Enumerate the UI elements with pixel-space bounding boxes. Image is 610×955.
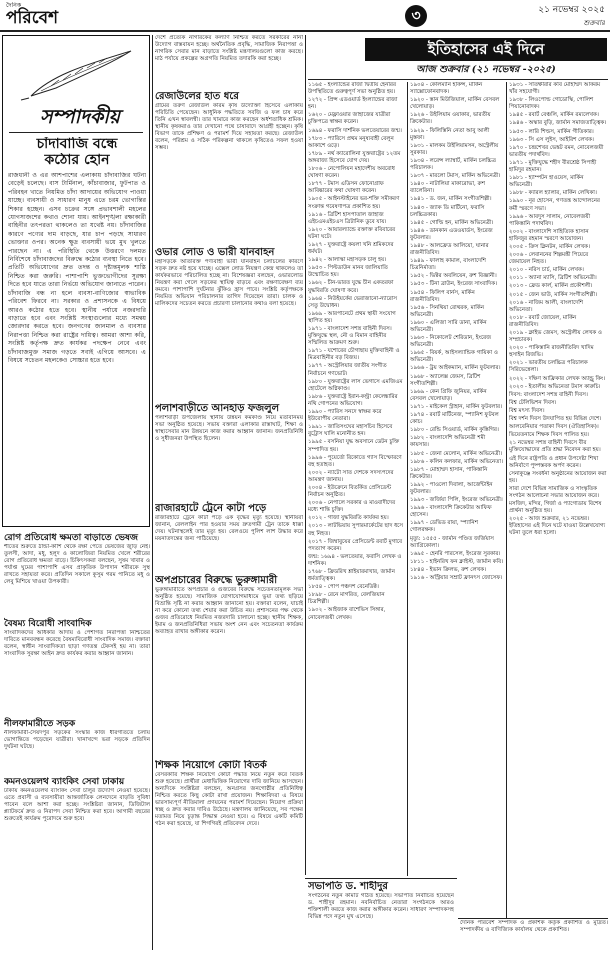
history-item: ১৯৯৬ - আবদুস সালাম, নোবেলজয়ী পাকিস্তানি পদার্থবিদ। (509, 213, 591, 227)
history-item: ১৬৯৪ - ফরাসি দার্শনিক ভলতেয়ারের জন্ম। (308, 127, 402, 134)
history-item: ১৯৯৭ - ডেভিড রায়া, স্প্যানিশ গোলরক্ষক। (410, 520, 478, 534)
history-item: ১৯৫৩ - টিনা ব্রাউন, ইংরেজ সাংবাদিক। (410, 281, 498, 288)
history-item: ১৯৪৫ - গোল্ডি হন, মার্কিন অভিনেত্রী। (410, 219, 494, 226)
history-item: ১৯৩৭ - মারলো টমাস, মার্কিন অভিনেত্রী। (410, 173, 501, 180)
history-item: বিশ্ব টেলিভিশন দিবস। (509, 399, 557, 406)
history-item: ১৯৪১ - ড. জন, মার্কিন সংগীতশিল্পী। (410, 196, 492, 203)
history-item: ১৯৬৫ - বিয়র্ক, আইসল্যান্ডিক গায়িকা ও অভিনেত্রী। (410, 350, 498, 364)
middle-article-body: রাজারহাটে ট্রেনে কাটা পড়ে এক বৃদ্ধের মৃত্যু হয়েছে। স্থানীয়রা জানান, রেললাইন পার হওয়ার সময় দ্রুতগামী ট্রেন তাকে ধাক্কা দেয়। ঘটনাস্থলেই তার মৃত্যু হয়। রেলওয়ে পুলিশ লাশ উদ্ধার করে ময়নাতদন্তের জন্য পাঠিয়েছে। (155, 515, 303, 542)
history-item: ১৯৪৮ - আলফ্রেড আলিয়ো, ঘানার রাজনীতিবিদ। (410, 242, 489, 257)
history-item: ১৯১৬ - ব্রিটিশ হাসপাতাল জাহাজ এইচএমএইচএস ব্রিটানিক ডুবে যায়। (308, 211, 387, 225)
history-item: ১৯৭৪ - রবার্ট মার্টিনেজ, স্প্যানিশ ফুটবল কোচ। (410, 412, 499, 426)
history-item: ১৯৭১ - মাইকেল স্ট্রাহান, মার্কিন ফুটবলার। (410, 403, 502, 410)
history-item: ১৯৩১ - সাতক্ষীরার কবি মোহাম্মদ আকরম খাঁর সহযোগী। (509, 82, 601, 96)
history-item: ১৮৫৪ - পোপ পঞ্চদশ বেনেডিক্ট। (308, 584, 379, 591)
history-item: ১৬২০ - মেফ্লাওয়ার জাহাজের যাত্রীরা চুক্তিপত্রে স্বাক্ষর করেন। (308, 112, 391, 126)
history-item: ১৯৩১ - মালকম উইলিয়ামসন, অস্ট্রেলীয় সুরকার। (410, 142, 499, 156)
history-item: ২০১৯ - ক্লাইভ জেমস, অস্ট্রেলীয় লেখক ও সম্প্রচারক। (509, 330, 602, 344)
history-item: ১৯০২ - আইজাক বাশেভিস সিঙ্গার, নোবেলজয়ী লেখক। (308, 607, 386, 621)
left-article-title: নীলফামারীতে সড়ক (4, 719, 76, 729)
history-item: ১৯৯৬ - বাংলাদেশি ক্রিকেটার আফিফ হোসেন। (410, 505, 492, 519)
history-item: ১৯৮০ - রেন্ডি সিওয়ার্ড, মার্কিন কুস্তিগির। (410, 427, 499, 434)
footer-note: দৈনিক পরিবেশ সম্পাদক ও প্রকাশক কর্তৃক প্রকাশিত ও মুদ্রিত। সম্পাদকীয় ও বাণিজ্যিক কার্যালয় থেকে প্রকাশিত। (460, 920, 608, 933)
history-item: ১৯৬৬ - ট্রয় আইকম্যান, মার্কিন ফুটবলার। (410, 365, 501, 372)
history-item: ২০০৬ - লেবাননের শিল্পমন্ত্রী পিয়েরে জেমায়েল নিহত। (509, 252, 589, 266)
history-col-1 (308, 82, 405, 876)
history-item: ২০২০ - পাকিস্তানি রাজনীতিবিদ খাদিম হুসাইন রিজভি। (509, 345, 594, 359)
editorial-headline-2: কঠোর হোন (44, 153, 110, 167)
history-item: ১৭৮৯ - নর্থ ক্যারোলিনা যুক্তরাষ্ট্রের ১২তম অঙ্গরাজ্য হিসেবে যোগ দেয়। (308, 150, 401, 164)
middle-article-title: রাজারহাটে ট্রেনে কাটা পড়ে (155, 503, 267, 514)
history-item: ২১ নভেম্বর সশস্ত্র বাহিনী দিবসে বীর মুক্তিযোদ্ধাদের প্রতি শ্রদ্ধা নিবেদন করা হয়। (509, 440, 601, 454)
column-rule-1 (152, 35, 153, 950)
history-item: ১৮৯৮ - রেনে মাগরিত, বেলজিয়ান চিত্রশিল্পী। (308, 592, 385, 606)
history-item: ১৯৫৩ - লারি শিল্ডস, মার্কিন গীতিকার। (509, 128, 594, 135)
left-article-body: সাংবাদিকদের অধিকার আদায় ও পেশাগত নিরাপত্তা নিশ্চিতের দাবিতে মানববন্ধন করেছে বৈষম্যবিরোধী সাংবাদিক সমাজ। বক্তারা বলেন, স্বাধীন সাংবাদিকতা ছাড়া গণতন্ত্র টেকসই হয় না। তারা সাংবাদিক সুরক্ষা আইন দ্রুত কার্যকর করার আহ্বান জানান। (4, 630, 150, 657)
history-item: ২০১৬ - নাজিম আলী, বাংলাদেশি অভিনেতা। (509, 299, 584, 313)
history-item: ১৯৬৩ - নিকোলেট শেরিডান, ইংরেজ অভিনেত্রী। (410, 335, 492, 349)
history-item: ১২৭২ - প্রিন্স এডওয়ার্ড ইংল্যান্ডের রাজা হন। (308, 97, 398, 111)
history-item: ১৯৬০ - এলিজা সারি ডানা, মার্কিন অভিনেত্রী। (410, 319, 487, 333)
history-item: ১৯৮২ - বাংলাদেশি অভিনেত্রী শমী কায়সার। (410, 435, 486, 449)
history-item: ১৭৮৩ - প্যারিসে প্রথম মনুষ্যবাহী বেলুন আকাশে ওড়ে। (308, 135, 394, 149)
brand-name: পরিবেশ (6, 8, 59, 28)
history-item: ১৮৪৪ - ইভান ক্রিলভ, রুশ লেখক। (410, 566, 487, 573)
history-item: ১৯৩৪ - লরেন্স ল্যাম্বার্ট, মার্কিন চলচ্চিত্র পরিচালক। (410, 157, 496, 172)
history-item: ১৯৬৩ - সি এস লুইস, আইরিশ লেখক। (509, 136, 594, 143)
history-item: ১৯২০ - আয়ারল্যান্ডে রক্তাক্ত রবিবারের ঘটনা ঘটে। (308, 226, 396, 240)
history-item: ১৮৭৭ - টমাস এডিসন ফোনোগ্রাফ আবিষ্কারের কথা ঘোষণা করেন। (308, 181, 384, 195)
history-col-2 (410, 82, 504, 918)
history-item: ২০১৭ - জিম্বাবুয়ের প্রেসিডেন্ট রবার্ট মুগাবে পদত্যাগ করেন। (308, 538, 403, 552)
history-item: ১৯৫৬ - সিনথিয়া রোথরক, মার্কিন অভিনেত্রী। (410, 304, 484, 318)
history-item: বিশ্ব মৎস্য দিবস। (509, 407, 545, 414)
history-item: ১৯২৬ - উইলিয়াম ওয়াকার, ভারতীয় ক্রিকেটার। (410, 112, 491, 126)
left-article-title: রোগ প্রতিরোধ ক্ষমতা বাড়াতে ভেষজ (4, 533, 138, 543)
history-item: ১৯৪২ - আলাস্কা মহাসড়ক চালু হয়। (308, 257, 387, 264)
quota-article-title: শিক্ষক নিয়োগে কোটা বিতর্ক (155, 760, 267, 771)
history-item: বিশ্ব দর্শন দিবস উদযাপিত হয় বিভিন্ন দেশে। (509, 416, 602, 423)
history-item: ১৬৯৫ - হেনরি পারসেল, ইংরেজ সুরকার। (410, 550, 501, 557)
middle-article-title: অপপ্রচারের বিরুদ্ধে ভুরুঙ্গামারী (155, 575, 278, 586)
middle-article-body: ভুরুঙ্গামারীতে অপপ্রচার ও গুজবের বিরুদ্ধে সচেতনতামূলক সভা অনুষ্ঠিত হয়েছে। সামাজিক যোগাযোগমাধ্যমে ভুয়া তথ্য ছড়িয়ে বিভ্রান্তি সৃষ্টি না করার আহ্বান জানানো হয়। বক্তারা বলেন, যাচাই না করে কোনো তথ্য শেয়ার করা উচিত নয়। প্রশাসনের পক্ষ থেকে গুজব প্রতিরোধে নিয়মিত নজরদারি চালানো হচ্ছে। স্থানীয় শিক্ষক, ইমাম ও জনপ্রতিনিধিরা সভায় অংশ নেন এবং সচেতনতা কার্যক্রম অব্যাহত রাখার অঙ্গীকার করেন। (155, 587, 303, 635)
history-item: ১৯৯০ - প্যারিস সনদে স্বাক্ষর করে ইউরোপীয় নেতারা। (308, 409, 382, 423)
left-articles (4, 532, 150, 952)
history-item: ১৯২৯ - ফিলিস্তিনি নেতা আবু আলী মুস্তফা। (410, 127, 490, 141)
history-col-3 (509, 82, 607, 918)
history-item: ১৯২০ - স্তান মিউজিয়াল, মার্কিন বেসবল খেলোয়াড়। (410, 97, 500, 111)
masthead-rule (0, 30, 610, 32)
left-article-title: বৈষম্য বিরোধী সাংবাদিক (4, 619, 92, 629)
history-item: ১৯৩৮ - লিওপোল্ড গোডোস্কি, পোলিশ পিয়ানোবাদক। (509, 97, 594, 111)
history-item: ১৯৯৫ - বসনিয়া যুদ্ধ অবসানে ডেটন চুক্তি সম্পাদিত হয়। (308, 439, 400, 453)
history-item: ২০২৫ - আজ শুক্রবার, ২১ নভেম্বর। ইতিহাসের এই দিনে ঘটে যাওয়া উল্লেখযোগ্য ঘটনা তুলে ধরা হলো। (509, 516, 606, 537)
quill-illustration-icon (11, 46, 141, 101)
column-rule-3 (407, 82, 408, 876)
history-item: ২০১৩ - ফ্রেড কার্ল, মার্কিন প্রকৌশলী। (509, 283, 593, 290)
history-item: ১৯৯১ - জাতিসংঘের মহাসচিব হিসেবে বুট্রোস ঘালি মনোনীত হন। (308, 424, 393, 438)
history-item: মসজিদ, মন্দির, গির্জা ও প্যাগোডায় বিশেষ প্রার্থনা অনুষ্ঠিত হয়। (509, 501, 602, 515)
history-item: ২০১২ - গাজা যুদ্ধবিরতি কার্যকর হয়। (308, 515, 389, 522)
history-item: ২০১১ - অ্যানা ম্যাসি, ব্রিটিশ অভিনেত্রী। (509, 275, 597, 282)
history-item: ১৯৮৫ - জেনা মেলোন, মার্কিন অভিনেত্রী। (410, 450, 502, 457)
history-item: ১৯৮১ - হ্যাম্পটন হাওয়েস, মার্কিন অভিনেত্রী। (509, 175, 584, 189)
history-item: ২০০৪ - ইউক্রেনে বিতর্কিত প্রেসিডেন্ট নির্বাচন অনুষ্ঠিত। (308, 484, 392, 499)
history-subtitle: আজ শুক্রবার (২১ নভেম্বর -২০২৫) (416, 64, 556, 75)
history-item: ২০১৩ - লাটভিয়ায় সুপারমার্কেটের ছাদ ধসে বহু নিহত। (308, 523, 404, 537)
president-article-title: সভাপতি ড. শাহীদুর (308, 881, 388, 892)
history-item: ১৯৪৯ - ফালাহ কামাল, বাংলাদেশি চিত্রনির্মাতা। (410, 258, 486, 272)
history-item: ১৯৪৬ - ডানকান এডওয়ার্ডস, ইংরেজ ফুটবলার। (410, 227, 493, 241)
history-item: ১৯৮০ - যুক্তরাষ্ট্রের লাস ভেগাসে এমজিএম হোটেলে অগ্নিকাণ্ড। (308, 378, 403, 392)
middle-intro: দেশে প্রত্যেক নাগরিকের কল্যাণ নিশ্চিত করতে সরকারের নানা উদ্যোগ বাস্তবায়ন হচ্ছে। অর্থনৈতিক প্রবৃদ্ধি, সামাজিক নিরাপত্তা ও নাগরিক সেবার মান বাড়াতে সংশ্লিষ্ট মন্ত্রণালয়গুলো কাজ করছে। মাঠ পর্যায়ে প্রকল্পের অগ্রগতি নিয়মিত তদারকি করা হচ্ছে। (155, 35, 303, 62)
history-item: ১৮০৬ - নেপোলিয়ন মহাদেশীয় অবরোধ ঘোষণা করেন। (308, 166, 395, 180)
history-item: ২০২৩ - ইতালীয় অভিনেতা টমাস কারুচি। (509, 383, 601, 390)
history-item: ২০০২ - ন্যাটো সাত দেশকে সদস্যপদের আমন্ত্রণ জানায়। (308, 469, 394, 483)
history-item: ১৯৬৪ - নিউইয়র্কের ভেরাজানো-ন্যারোস সেতু উদ্বোধন। (308, 295, 398, 309)
editorial-label-rule (9, 132, 143, 133)
history-item: ১৯৪০ - নাটালিয়া মাকারোভা, রুশ ব্যালেরিনা। (410, 181, 485, 195)
president-article-body: সংগঠনের নতুন কমিটি গঠিত হয়েছে। সভাপতি নির্বাচিত হয়েছেন ড. শাহীদুর রহমান। নবনির্বাচিত নেতারা সংগঠনকে আরও শক্তিশালী করতে কাজ করার অঙ্গীকার করেন। সাধারণ সম্পাদকসহ বিভিন্ন পদে নতুন মুখ এসেছে। (308, 893, 454, 920)
history-item: ১৯৮৬ - যুক্তরাষ্ট্রে ইরান-কন্ট্রা কেলেঙ্কারির নথি গোপনের অভিযোগ। (308, 393, 398, 407)
history-item: ১৯৮৭ - মোহাম্মদ হাসান, পাকিস্তানি ক্রিকেটার। (410, 466, 488, 480)
history-item: ১৯৭০ - চন্দ্রশেখর ভেঙ্কট রমন, নোবেলজয়ী ভারতীয় পদার্থবিদ। (509, 144, 604, 158)
history-item: ১৯৯০ - নূর হোসেন, গণতন্ত্র আন্দোলনের কর্মী স্মরণে সভা। (509, 198, 600, 212)
middle-article-body: গ্রামের তরুণ রেজাউল করিম কৃষি উদ্যোক্তা হিসেবে এলাকায় পরিচিতি পেয়েছেন। আধুনিক পদ্ধতিতে সবজি ও ফল চাষ করে তিনি এখন স্বাবলম্বী। তার খামারে কাজ করছেন অর্ধশতাধিক শ্রমিক। স্থানীয় কৃষকরাও তার দেখানো পথে চাষাবাদে আগ্রহী হচ্ছেন। কৃষি বিভাগ তাকে প্রশিক্ষণ ও পরামর্শ দিয়ে সহায়তা করছে। রেজাউল বলেন, পরিশ্রম ও সঠিক পরিকল্পনা থাকলে কৃষিতেও সফল হওয়া সম্ভব। (155, 103, 303, 151)
history-item: ১৯৬২ - চীন-ভারত যুদ্ধে চীন একতরফা যুদ্ধবিরতি ঘোষণা করে। (308, 280, 394, 294)
footer-rule (458, 918, 608, 919)
history-item: ১৯৮৬ - কলিন কলফার, মার্কিন অভিনেতা। (410, 458, 503, 465)
editorial-label: সম্পাদকীয় (40, 106, 120, 128)
history-item: দিবস: বাংলাদেশ সশস্ত্র বাহিনী দিবস। (509, 391, 588, 398)
history-item: ১৯৬৯ - আরপানেটে প্রথম স্থায়ী সংযোগ স্থাপিত হয়। (308, 310, 396, 324)
history-item: ১৯৪৫ - রবার্ট বেঞ্চলি, মার্কিন রম্যলেখক। (509, 112, 599, 119)
history-item: ১৯৭৭ - অস্ট্রেলিয়ার জাতীয় সংগীত নির্বাচনে গণভোট। (308, 363, 387, 377)
history-item: ২০১০ - নরিস চার্চ, মার্কিন লেখক। (509, 267, 584, 274)
history-item: ২০০২ - বাংলাদেশি সাহিত্যিক হাসান হাফিজুর রহমান স্মরণে আয়োজন। (509, 228, 589, 242)
history-item: জন্ম: ১৬৯৪ - ভলতেয়ার, ফরাসি লেখক ও দার্শনিক। (308, 553, 402, 567)
editorial-box (2, 35, 150, 527)
history-item: ১৯৭১ - যশোরের চৌগাছায় মুক্তিবাহিনী ও মিত্রবাহিনীর বড় বিজয়। (308, 348, 400, 362)
issue-weekday: শুক্রবার (583, 19, 605, 27)
history-item: ২০২২ - দক্ষিণ আফ্রিকার লেখক অ্যান্ড্রু কিং। (509, 375, 606, 382)
history-item: ১৯৯২ - পাওলো দিবালা, আর্জেন্টাইন ফুটবলার। (410, 481, 493, 495)
middle-article-body: মহাসড়কে অতিরিক্ত পণ্যবাহী ভারী যানবাহন চলাচলের কারণে সড়ক দ্রুত নষ্ট হয়ে যাচ্ছে। এক্সেল লোড নিয়ন্ত্রণ কেন্দ্র থাকলেও তা কার্যকরভাবে পরিচালিত হচ্ছে না। বিশেষজ্ঞরা বলছেন, ওভারলোড নিয়ন্ত্রণ করা গেলে সড়কের স্থায়িত্ব বাড়বে এবং রক্ষণাবেক্ষণ ব্যয় কমবে। পাশাপাশি দুর্ঘটনার ঝুঁকিও হ্রাস পাবে। সংশ্লিষ্ট কর্তৃপক্ষকে নিয়মিত অভিযান পরিচালনার তাগিদ দিয়েছেন তারা। চালক ও মালিকদের সচেতন করতে প্রচারণা চালানোর কথাও বলা হয়েছে। (155, 259, 303, 307)
masthead (0, 0, 610, 38)
left-article-title: কমনওয়েলথ ব্যাংকিং সেবা ঢাকায় (4, 777, 125, 787)
history-item: আলবেনিয়ার পতাকা দিবস (ঐতিহাসিক)। (509, 424, 599, 431)
column-rule-2 (305, 35, 306, 875)
history-banner: ইতিহাসের এই দিনে (365, 38, 607, 61)
left-article-body: ঢাকায় কমনওয়েলথ ব্যাংকিং সেবা চালুর উদ্যোগ নেওয়া হয়েছে। এতে প্রবাসী ও ব্যবসায়ীরা আন্তর্জাতিক লেনদেনে বাড়তি সুবিধা পাবেন বলে আশা করা হচ্ছে। সংশ্লিষ্টরা জানান, ডিজিটাল প্ল্যাটফর্মে দ্রুত ও নিরাপদ সেবা নিশ্চিত করা হবে। আগামী বছরের শুরুতেই কার্যক্রম পুরোদমে শুরু হবে। (4, 788, 150, 822)
history-subtitle-rule (308, 79, 608, 80)
history-item: ১৭৬৮ - ফ্রিডরিখ শ্লাইয়ারমাখার, জার্মান ধর্মতাত্ত্বিক। (308, 569, 395, 583)
history-item: ১৯০৫ - আইনস্টাইনের ভর-শক্তি সমীকরণ সংক্রান্ত গবেষণাপত্র প্রকাশিত হয়। (308, 196, 400, 210)
history-item: ২০০৬ - নেপালে সরকার ও মাওবাদীদের মধ্যে শান্তি চুক্তি। (308, 500, 396, 514)
history-item: মৃত্যু: ১৫৫৫ - জার্মান পণ্ডিত জর্জিয়াস অ্যাগ্রিকোলা। (410, 535, 494, 549)
middle-article-title: ওভার লোড ও ভারী যানবাহন (155, 247, 275, 258)
history-item: ২০০৫ - ক্রিস ক্লিনটন, মার্কিন লেখক। (509, 243, 591, 250)
quota-article (155, 760, 303, 880)
history-item: ১৯৪৬ - অস্কার বুড়ি, জার্মান সমাজতাত্ত্বিক। (509, 120, 607, 127)
brand-small: দৈনিক (6, 2, 22, 9)
history-item: ১৯৫৪ - ফিলিপ বার্নস, মার্কিন রাজনীতিবিদ। (410, 289, 475, 303)
history-item: ২০২১ - ভারতীয় চলচ্চিত্র পরিচালক সিরিভেন্নেলা। (509, 360, 588, 374)
history-item: ১৯৬৯ - কেন গ্রিফি জুনিয়র, মার্কিন বেসবল খেলোয়াড়। (410, 388, 487, 402)
middle-article-title: পলাশবাড়ীতে আনহাড় ফজলুল (155, 403, 280, 414)
column-rule-4 (506, 82, 507, 918)
editorial-body: রাজধানী ও এর আশপাশের এলাকায় চাঁদাবাজির ঘটনা বেড়েই চলেছে। বাস টার্মিনাল, কাঁচাবাজার, ফুটপাত ও পরিবহন খাতে নিয়মিত চাঁদা আদায়ের অভিযোগ পাওয়া যাচ্ছে। ব্যবসায়ী ও সাধারণ মানুষ এতে চরম ভোগান্তির শিকার হচ্ছেন। এসব চক্রের সঙ্গে প্রভাবশালী মহলের যোগসাজশের কথাও শোনা যায়। আইনশৃঙ্খলা রক্ষাকারী বাহিনীর তৎপরতা থাকলেও তা যথেষ্ট নয়। চাঁদাবাজির কারণে পণ্যের দাম বাড়ছে, যার চাপ পড়ছে সাধারণ ভোক্তার ওপর। অনেক ক্ষুদ্র ব্যবসায়ী ভয়ে মুখ খুলতে পারছেন না। এ পরিস্থিতি থেকে উত্তরণে দলমত নির্বিশেষে চাঁদাবাজদের বিরুদ্ধে কঠোর ব্যবস্থা নিতে হবে। প্রতিটি অভিযোগের দ্রুত তদন্ত ও দৃষ্টান্তমূলক শাস্তি নিশ্চিত করা জরুরি। পাশাপাশি ভুক্তভোগীদের সুরক্ষা দিতে হবে যাতে তারা নির্ভয়ে অভিযোগ জানাতে পারেন। চাঁদাবাজি বন্ধ না হলে ব্যবসা-বাণিজ্যের স্বাভাবিক পরিবেশ ফিরবে না। সরকার ও প্রশাসনকে এ বিষয়ে আরও কঠোর হতে হবে। স্থানীয় পর্যায়ে নজরদারি বাড়াতে হবে এবং সংশ্লিষ্ট সংস্থাগুলোর মধ্যে সমন্বয় জোরদার করতে হবে। জনগণের জানমাল ও ব্যবসার নিরাপত্তা নিশ্চিত করা রাষ্ট্রের দায়িত্ব। আমরা আশা করি, সংশ্লিষ্ট কর্তৃপক্ষ দ্রুত কার্যকর পদক্ষেপ নেবে এবং চাঁদাবাজমুক্ত সমাজ গড়তে সবাই এগিয়ে আসবে। এ বিষয়ে সচেতন মহলকেও সোচ্চার হতে হবে। (8, 172, 146, 364)
history-item: ১৯৭১ - মুক্তিযুদ্ধে শহীদ বীরশ্রেষ্ঠ সিপাহী হামিদুর রহমান। (509, 159, 597, 174)
history-item: ১৯০৪ - কোলম্যান হকিন্স, মার্কিন স্যাক্সোফোনবাদক। (410, 82, 483, 96)
issue-date: ২১ নভেম্বর ২০২৫ (538, 5, 605, 15)
history-item: ভিয়েতনামে শিক্ষক দিবস পালিত হয়। (509, 432, 589, 439)
left-article-body: নীলফামারী-সৈয়দপুর সড়কের সংস্কার কাজ ধীরগতিতে চলায় ভোগান্তিতে পড়েছেন যাত্রীরা। খানাখন্দে ভরা সড়কে প্রতিদিন দুর্ঘটনা ঘটছে। (4, 730, 150, 750)
history-item: ১৯১৬ - অস্ট্রিয়ার সম্রাট ফ্রানৎস জোসেফ। (410, 575, 503, 581)
middle-article-title: রেজাউলের হাত ধরে (155, 91, 239, 102)
history-item: ১৯৫৩ - পিল্টডাউন মানব জালিয়াতি উন্মোচিত হয়। (308, 265, 388, 279)
history-item: ১৯৮৮ - ক্যারল হ্যালার, মার্কিন লেখিকা। (509, 190, 597, 197)
history-item: ১৯৭১ - বাংলাদেশ সশস্ত্র বাহিনী দিবস। মুক্তিযুদ্ধে স্থল, নৌ ও বিমান বাহিনীর সম্মিলিত আক্রমণ শুরু। (308, 326, 392, 347)
editorial-headline-1: চাঁদাবাজি বন্ধে (36, 137, 118, 151)
history-item: ১৯৯৬ - পুয়ের্তো রিকোতে গ্যাস বিস্ফোরণে বহু হতাহত। (308, 454, 402, 468)
history-item: ১৯৪৩ - জ্যাক ডি মার্টিনো, ফরাসি চলচ্চিত্রকার। (410, 204, 485, 218)
history-item: ১৯৯৩ - জর্জিয়া পিলি, ইংরেজ অভিনেত্রী। (410, 497, 503, 504)
left-article-body: শীতের শুরুতে ঠান্ডা-কাশি থেকে রক্ষা পেতে ভেষজের জুড়ি নেই। তুলসী, আদা, মধু, হলুদ ও কালোজিরা নিয়মিত খেলে শরীরের রোগ প্রতিরোধ ক্ষমতা বাড়ে। চিকিৎসকরা বলছেন, সুষম খাবার ও পর্যাপ্ত ঘুমের পাশাপাশি এসব প্রাকৃতিক উপাদান শরীরকে সুস্থ রাখতে সহায়তা করে। প্রতিদিন সকালে কুসুম গরম পানিতে মধু ও লেবু মিশিয়ে খাওয়া উপকারী। (4, 544, 150, 585)
history-item: সারা দেশে বিভিন্ন সামাজিক ও সাংস্কৃতিক সংগঠন আলোচনা সভার আয়োজন করে। (509, 485, 600, 499)
history-item: ১১৬৫ - ইংল্যান্ডের রাজা দ্বিতীয় হেনরির উপস্থিতিতে গুরুত্বপূর্ণ সভা অনুষ্ঠিত হয়। (308, 82, 396, 96)
history-item: ২০১৫ - জেন ভাউ, মার্কিন সংগীতশিল্পী। (509, 291, 598, 298)
history-item: এই দিনে রাষ্ট্রপতি ও প্রধান উপদেষ্টা শিখা অনির্বাণে পুষ্পস্তবক অর্পণ করেন। (509, 455, 599, 469)
history-item: ১৯৬৮ - অ্যালেক্স জেমস, ব্রিটিশ সংগীতশিল্পী। (410, 373, 481, 387)
quota-article-body: বেসরকারি শিক্ষক নিয়োগে কোটা পদ্ধতি নিয়ে নতুন করে বিতর্ক শুরু হয়েছে। প্রার্থীরা মেধাভিত্তিক নিয়োগের দাবি জানিয়ে আসছেন। অন্যদিকে সংশ্লিষ্টরা বলছেন, অনগ্রসর জনগোষ্ঠীর প্রতিনিধিত্ব নিশ্চিত করতে কিছু কোটা রাখা প্রয়োজন। শিক্ষাবিদরা এ বিষয়ে ভারসাম্যপূর্ণ নীতিমালা প্রণয়নের পরামর্শ দিয়েছেন। নিয়োগ প্রক্রিয়া স্বচ্ছ ও দ্রুত করার দাবিও উঠেছে। মন্ত্রণালয় জানিয়েছে, সব পক্ষের মতামত নিয়ে চূড়ান্ত সিদ্ধান্ত নেওয়া হবে। এ বিষয়ে একটি কমিটি গঠন করা হয়েছে, যা শিগগিরই প্রতিবেদন দেবে। (155, 772, 303, 827)
history-item: সেনাকুঞ্জে সংবর্ধনা অনুষ্ঠানের আয়োজন করা হয়। (509, 470, 607, 484)
history-item: ১৮১১ - হাইনরিখ ফন ক্লাইস্ট, জার্মান কবি। (410, 558, 504, 565)
history-item: ২০১৮ - রবার্ট জোয়েল, মার্কিন রাজনীতিবিদ। (509, 314, 577, 328)
history-item: ১৯২৭ - যুক্তরাষ্ট্রে কয়লা খনি শ্রমিকদের ধর্মঘট। (308, 241, 394, 256)
history-item: ১৯৫২ - ভিক্টর অবলিয়েন, রুশ বিজ্ঞানী। (410, 273, 497, 280)
middle-article-body: পলাশবাড়ী উপজেলায় স্থানীয় উন্নয়ন কর্মকাণ্ড নিয়ে মতবিনিময় সভা অনুষ্ঠিত হয়েছে। সভায় বক্তারা এলাকার রাস্তাঘাট, শিক্ষা ও স্বাস্থ্যসেবার মান উন্নয়নে কাজ করার আহ্বান জানান। জনপ্রতিনিধি ও সুধীজনরা উপস্থিত ছিলেন। (155, 415, 303, 442)
page-number-badge: ৩ (405, 5, 427, 27)
